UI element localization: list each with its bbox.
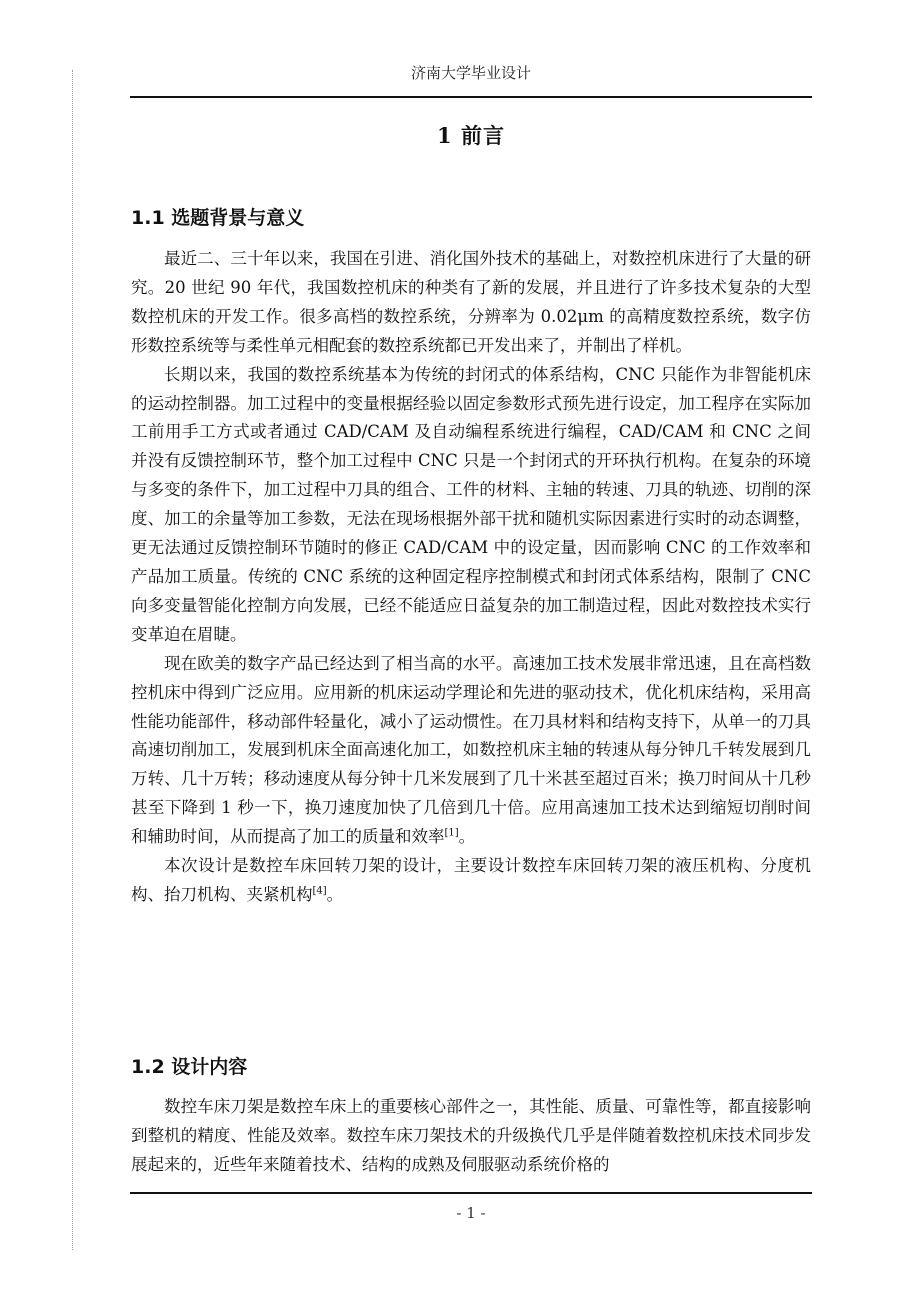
- section-title-1-2: 1.2 设计内容: [131, 1056, 248, 1078]
- section-title-1-1: 1.1 选题背景与意义: [131, 207, 305, 229]
- header-rule: [130, 96, 812, 98]
- citation-ref: [4]: [312, 885, 327, 897]
- paragraph: 最近二、三十年以来，我国在引进、消化国外技术的基础上，对数控机床进行了大量的研究。20 世纪 90 年代，我国数控机床的种类有了新的发展，并且进行了许多技术复杂的大型数控机床的开发工作。很多高档的数控系统，分辨率为 0.02μm 的高精度数控系统，数字仿形数控系统等与柔性单元相配套的数控系统都已开发出来了，并制出了样机。: [131, 249, 811, 355]
- chapter-title: 1 前言: [437, 123, 505, 148]
- section-1-2-body: [131, 1093, 811, 1180]
- running-header: 济南大学毕业设计: [410, 64, 531, 82]
- paragraph: 数控车床刀架是数控车床上的重要核心部件之一，其性能、质量、可靠性等，都直接影响到整机的精度、性能及效率。数控车床刀架技术的升级换代几乎是伴随着数控机床技术同步发展起来的，近些年来随着技术、结构的成熟及伺服驱动系统价格的: [131, 1097, 811, 1174]
- paragraph: 长期以来，我国的数控系统基本为传统的封闭式的体系结构，CNC 只能作为非智能机床的运动控制器。加工过程中的变量根据经验以固定参数形式预先进行设定，加工程序在实际加工前用手工方式或者通过 CAD/CAM 及自动编程系统进行编程，CAD/CAM 和 CNC 之间并没有反馈控制环节，整个加工过程中 CNC 只是一个封闭式的开环执行机构。在复杂的环境与多变的条件下，加工过程中刀具的组合、工件的材料、主轴的转速、刀具的轨迹、切削的深度、加工的余量等加工参数，无法在现场根据外部干扰和随机实际因素进行实时的动态调整，更无法通过反馈控制环节随时的修正 CAD/CAM 中的设定量，因而影响 CNC 的工作效率和产品加工质量。传统的 CNC 系统的这种固定程序控制模式和封闭式体系结构，限制了 CNC 向多变量智能化控制方向发展，已经不能适应日益复杂的加工制造过程，因此对数控技术实行变革迫在眉睫。: [131, 364, 811, 644]
- binding-margin-line: [72, 70, 73, 1250]
- section-1-1-body: [131, 245, 811, 910]
- citation-ref: [1]: [444, 827, 459, 839]
- page-number: - 1 -: [456, 1204, 486, 1222]
- paragraph: 现在欧美的数字产品已经达到了相当高的水平。高速加工技术发展非常迅速，且在高档数控机床中得到广泛应用。应用新的机床运动学理论和先进的驱动技术，优化机床结构，采用高性能功能部件，移动部件轻量化，减小了运动惯性。在刀具材料和结构支持下，从单一的刀具高速切削加工，发展到机床全面高速化加工，如数控机床主轴的转速从每分钟几千转发展到几万转、几十万转；移动速度从每分钟十几米发展到了几十米甚至超过百米；换刀时间从十几秒甚至下降到 1 秒一下，换刀速度加快了几倍到几十倍。应用高速加工技术达到缩短切削时间和辅助时间，从而提高了加工的质量和效率[1]。: [131, 653, 811, 847]
- footer-rule: [130, 1192, 812, 1194]
- paragraph: 本次设计是数控车床回转刀架的设计，主要设计数控车床回转刀架的液压机构、分度机构、抬刀机构、夹紧机构[4]。: [131, 856, 811, 904]
